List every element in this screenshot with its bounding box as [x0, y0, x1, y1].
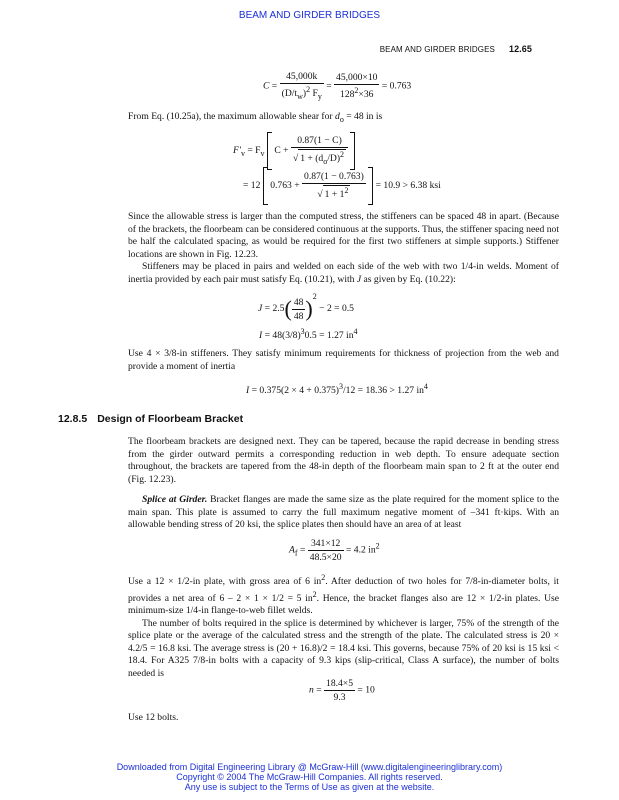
equation-i1	[259, 327, 358, 341]
eq-fv-den-sup: 2	[340, 150, 345, 160]
para5-text: The floorbeam brackets are designed next. They can be tapered, because the rapid decrease in bending stress from the girder outward permits a corresponding reduction in web depth. To ensure adequate section throughout, the brackets are tapered from the 48-in depth of the floorbeam main span to 2 ft at the outer end (Fig. 12.23).	[128, 436, 559, 485]
eq-i2-text: = 0.375(2 × 4 + 0.375)	[251, 385, 339, 397]
eq-fv-frac	[291, 135, 348, 166]
equation-c: C = $\frac{45,000k}{(D/t_w)^2 F_y}$ = $\frac{45,000\times 10}{128^2\times 36}$ = 0.763	[263, 71, 412, 102]
para1-var: d	[335, 111, 340, 122]
para4-tail: -in stiffeners. They satisfy minimum requirements for thickness of projection from the web and provide a moment of inertia	[128, 348, 559, 372]
para7-d: -in-diameter bolts, it provides a net area of 6 – 2 × 1 ×	[128, 576, 559, 604]
eq-i1-text: = 48(3/8)	[264, 330, 301, 342]
eq-fv2-c: 0.763 +	[270, 180, 300, 192]
paragraph-7	[128, 572, 559, 680]
eq-j-paren-l: (	[284, 296, 292, 321]
eq-af-frac	[308, 538, 344, 563]
eq-c-num2: 45,000×10	[336, 71, 378, 83]
para4-lead: Use 4 ×	[128, 348, 165, 359]
paragraph-1	[128, 111, 559, 126]
eq-c-den1-fy-sub: y	[317, 92, 322, 102]
para3	[128, 261, 559, 286]
eq-c-den2-sup: 2	[354, 85, 359, 95]
paragraph-2	[128, 211, 559, 286]
para6-runin: Splice at Girder.	[142, 494, 208, 505]
eq-c-den1-sub: w	[297, 92, 303, 102]
para7-b: -in plate, with gross area of 6 in	[189, 576, 322, 588]
para7-f1: 1/2	[177, 576, 190, 588]
paragraph-9	[128, 712, 559, 725]
paragraph-6	[128, 494, 559, 532]
equation-j	[258, 292, 354, 322]
section-title: Design of Floorbeam Bracket	[97, 413, 244, 425]
para7-s1: 2	[321, 573, 326, 582]
eq-j-lhs: J	[258, 303, 263, 315]
equation-af: $A_f$ = $\frac{341\times 12}{48.5\times 20}$ = 4.2 $in^2$	[289, 538, 380, 563]
para1-var-sub: o	[339, 114, 344, 124]
eq-fv-num: 0.87(1 − C)	[291, 135, 348, 148]
eq-j-coef: = 2.5	[264, 303, 285, 315]
para7-f4: 1/2	[488, 592, 502, 604]
eq-c-den1	[280, 84, 324, 101]
paragraph-4	[128, 348, 559, 373]
page-number: 12.65	[508, 44, 532, 54]
eq-fv2-lead: = 12	[243, 180, 261, 192]
eq-c-den1-tail: )	[302, 88, 307, 100]
eq-fv-den-tail: /D)	[327, 153, 341, 165]
equation-n: n = $\frac{18.4\times 5}{9.3}$ = 10	[309, 678, 375, 703]
eq-i2-unit-sup: 4	[423, 382, 428, 391]
footer	[0, 762, 619, 792]
section-heading	[58, 413, 243, 425]
eq-c-frac1	[280, 71, 324, 101]
para3-mid: -in welds. Moment of inertia provided by each pair must satisfy Eq. (10.21), with	[128, 261, 559, 285]
para1-lead: From Eq. (10.25a), the maximum allowable shear for	[128, 111, 336, 122]
eq-fv-eq-sub: v	[260, 149, 265, 159]
eq-j-paren-r: )	[305, 296, 313, 321]
eq-fv-c: C +	[274, 145, 289, 157]
eq-fv-den-a: 1 + (d	[300, 153, 324, 165]
para6-text: Bracket flanges are made the same size as the plate required for the moment splice to the main span. This plate is assumed to carry the full maximum negative moment of –341 ft·kips. With an allowable bending stress of 20 ksi, the splice plates then should have an area of at least	[128, 494, 559, 530]
eq-i1-unit-sup: 4	[353, 327, 358, 336]
eq-fv-lhs-sub: v	[240, 149, 245, 159]
top-banner: BEAM AND GIRDER BRIDGES	[238, 10, 381, 21]
eq-n-num: 18.4×5	[326, 678, 354, 689]
eq-fv-den-sub: o	[323, 157, 328, 167]
eq-af-den: 48.5×20	[309, 552, 342, 563]
footer-line-1[interactable]: Downloaded from Digital Engineering Library @ McGraw-Hill (www.digitalengineeringlibrary.com)	[116, 762, 503, 772]
left-bracket	[267, 132, 272, 170]
eq-c-den2-a: 128	[340, 89, 355, 101]
para2-text: Since the allowable stress is larger than the computed stress, the stiffeners can be spaced 48 in apart. (Because of the brackets, the floorbeam can be considered continuous at the supports. Thus, the stiffener spacing need not be half the calculated spacing, as would be required for the first two stiffeners at simple supports.) Stiffener locations are shown in Fig. 12.23.	[128, 211, 559, 260]
running-head-title: BEAM AND GIRDER BRIDGES	[379, 45, 495, 54]
para3-tail: as given by Eq. (10.22):	[361, 273, 456, 285]
running-head	[380, 44, 532, 54]
eq-j-frac	[292, 297, 306, 322]
eq-c-lhs: C	[263, 80, 270, 92]
section-number: 12.8.5	[58, 413, 88, 425]
right-bracket	[368, 167, 373, 205]
eq-i1-tail: 0.5 = 1.27 in	[304, 330, 354, 342]
para3-frac: 1/4	[460, 261, 473, 272]
eq-j-tail: − 2 = 0.5	[319, 303, 354, 315]
para7-f2: 7/8	[465, 576, 478, 588]
eq-fv2-frac	[302, 171, 366, 200]
eq-c-den1-a: (D/t	[281, 88, 298, 100]
eq-c-den1-fy: F	[310, 88, 318, 100]
eq-fv2-den: √ $1 + 1^2$	[317, 186, 349, 201]
eq-fv2-tail: = 10.9 > 6.38 ksi	[375, 180, 441, 192]
para3-var: J	[356, 273, 362, 285]
footer-line-3: Any use is subject to the Terms of Use as given at the website.	[184, 782, 435, 792]
eq-c-den2-tail: ×36	[358, 89, 374, 101]
para7-h: -in plates. Use minimum-size	[128, 592, 559, 617]
eq-fv2-den-sup: 2	[344, 186, 349, 196]
para8	[128, 618, 559, 681]
para7-i: -in flange-to-web fillet welds.	[198, 605, 313, 617]
right-bracket	[350, 132, 355, 170]
paragraph-5	[128, 436, 559, 486]
eq-c-num1: 45,000k	[280, 71, 324, 84]
eq-c-den2	[334, 85, 379, 100]
eq-af-lhs-sub: f	[294, 548, 298, 558]
eq-c-result: = 0.763	[381, 80, 412, 92]
para7-c: . After deduction of two holes for	[325, 576, 466, 588]
eq-af-tail: = 4.2 in	[345, 544, 376, 556]
eq-n-den: 9.3	[333, 692, 346, 703]
para7-e: = 5 in	[283, 592, 313, 604]
para7-s2: 2	[312, 589, 317, 599]
equation-fv	[233, 132, 355, 170]
footer-line-2: Copyright © 2004 The McGraw-Hill Companies. All rights reserved.	[176, 772, 443, 782]
para9-text: Use 12 bolts.	[128, 712, 179, 723]
para8-b: -in bolts with a capacity of 9.3 kips (slip-critical, Class A surface), the number of bolts needed is	[128, 655, 559, 679]
eq-n-lhs: n	[309, 684, 314, 696]
eq-i1-sup: 3	[300, 327, 305, 336]
eq-af-unit-sup: 2	[375, 541, 380, 551]
para7-f3: 1/2	[271, 592, 284, 604]
para3-lead: Stiffeners may be placed in pairs and welded on each side of the web with two	[142, 261, 461, 272]
para7-f5: 1/4	[185, 605, 199, 617]
para8-f1: 7/8	[192, 655, 206, 667]
eq-i2-tail: /12 = 18.36 > 1.27 in	[343, 385, 424, 397]
equation-fv-2	[243, 167, 441, 205]
para4-frac: 3/8	[164, 348, 177, 359]
para7-g: . Hence, the bracket flanges also are 12 ×	[316, 592, 489, 604]
eq-i2-sup: 3	[339, 382, 343, 391]
eq-n-frac	[324, 678, 355, 703]
eq-j-den: 48	[293, 310, 304, 322]
para8-a: The number of bolts required in the splice is determined by whichever is larger, 75% of the strength of the splice plate or the average of the calculated stress and the strength of the plate. The calculated stress is 20 × 4.2/5 = 16.8 ksi. The average stress is (20 + 16.8)/2 = 18.4 ksi. This governs, because 75% of 20 ksi is 15 ksi < 18.4. For A325	[128, 617, 559, 667]
eq-i2-lhs: I	[246, 385, 250, 397]
eq-c-frac2	[334, 72, 379, 100]
eq-fv2-den-a: 1 + 1	[324, 189, 345, 201]
eq-fv-den: √ $1 + (d_o/D)^2$	[292, 150, 345, 167]
para7-a: Use a 12 ×	[128, 576, 178, 588]
left-bracket	[263, 167, 268, 205]
eq-af-lhs: A	[289, 544, 295, 556]
equation-i2	[246, 382, 428, 396]
eq-i1-lhs: I	[259, 330, 263, 342]
eq-c-den1-sup: 2	[306, 85, 311, 94]
eq-af-num: 341×12	[308, 538, 344, 551]
eq-j-sup: 2	[312, 292, 317, 302]
eq-fv-lhs: F′	[233, 145, 241, 157]
eq-fv2-num: 0.87(1 − 0.763)	[304, 171, 364, 183]
eq-j-num: 48	[293, 296, 304, 308]
para1-tail: = 48 in is	[343, 111, 383, 122]
eq-fv-eq: = F	[244, 145, 261, 157]
eq-n-tail: = 10	[357, 684, 375, 696]
